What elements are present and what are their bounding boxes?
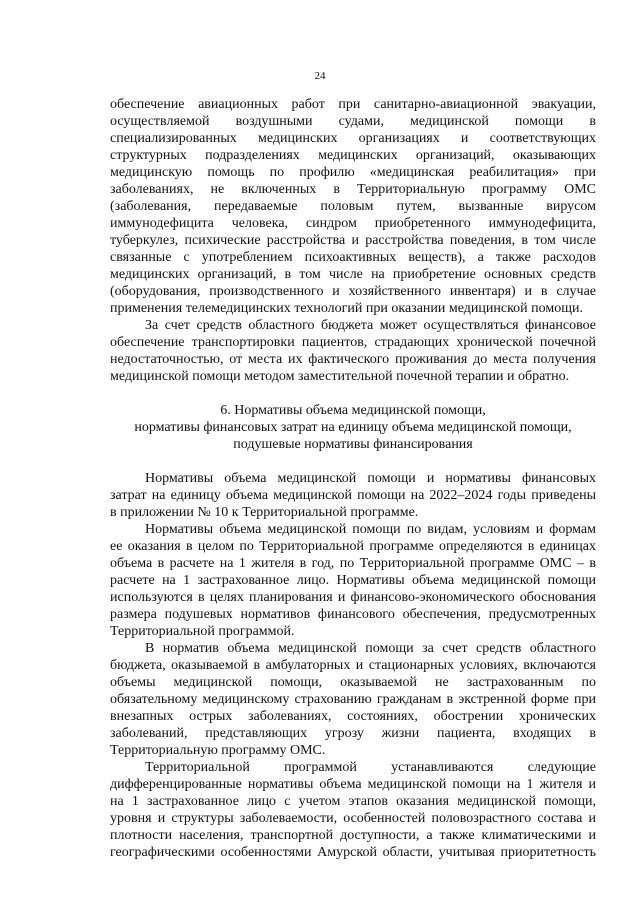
text-line: уровня и структуры заболеваемости, особенностей половозрастного состава и — [110, 811, 596, 826]
text-line: объема в расчете на 1 жителя в год, по Территориальной программе ОМС – в — [110, 556, 596, 571]
text-line: обеспечение авиационных работ при санитарно-авиационной эвакуации, — [110, 97, 596, 112]
text-line: иммунодефицита человека, синдром приобретенного иммунодефицита, — [110, 216, 596, 231]
text-line: За счет средств областного бюджета может осуществляться финансовое — [145, 318, 596, 333]
text-line: бюджета, оказываемой в амбулаторных и стационарных условиях, включаются — [110, 658, 596, 673]
section-heading-line: подушевые нормативы финансирования — [233, 437, 473, 452]
text-line: размера подушевых нормативов финансового обеспечения, предусмотренных — [110, 607, 596, 622]
text-line: Нормативы объема медицинской помощи по видам, условиям и формам — [145, 522, 596, 537]
text-line: объемы медицинской помощи, оказываемой не застрахованным по — [110, 675, 596, 690]
text-line: специализированных медицинских организациях и соответствующих — [110, 131, 596, 146]
text-line: Территориальной программой устанавливаются следующие — [145, 760, 596, 775]
text-line: ее оказания в целом по Территориальной программе определяются в единицах — [110, 539, 596, 554]
text-line: на 1 застрахованное лицо с учетом этапов оказания медицинской помощи, — [110, 794, 596, 809]
text-line: обязательному медицинскому страхованию гражданам в экстренной форме при — [110, 692, 596, 707]
text-line: затрат на единицу объема медицинской помощи на 2022–2024 годы приведены — [110, 488, 596, 503]
text-line: обеспечение транспортировки пациентов, страдающих хронической почечной — [110, 335, 596, 350]
text-line: туберкулез, психические расстройства и расстройства поведения, в том числе — [110, 233, 596, 248]
text-line: в приложении № 10 к Территориальной программе. — [110, 505, 419, 520]
page-number: 24 — [314, 70, 326, 82]
text-line: плотности населения, транспортной доступности, а также климатическими и — [110, 828, 596, 843]
text-line: связанные с употреблением психоактивных веществ), а также расходов — [110, 250, 596, 265]
text-line: Территориальную программу ОМС. — [110, 743, 326, 758]
text-line: Нормативы объема медицинской помощи и нормативы финансовых — [145, 471, 596, 486]
text-line: медицинских организаций, в том числе на приобретение основных средств — [110, 267, 596, 282]
text-line: внезапных острых заболеваниях, состояниях, обострении хронических — [110, 709, 596, 724]
text-line: В норматив объема медицинской помощи за счет средств областного — [145, 641, 596, 656]
text-line: (оборудования, производственного и хозяйственного инвентаря) и в случае — [110, 284, 596, 299]
text-line: (заболевания, передаваемые половым путем, вызванные вирусом — [110, 199, 596, 214]
section-heading-line: нормативы финансовых затрат на единицу объема медицинской помощи, — [134, 420, 572, 435]
text-line: заболеваний, представляющих угрозу жизни пациента, входящих в — [110, 726, 596, 741]
text-line: медицинской помощи методом заместительной почечной терапии и обратно. — [110, 369, 570, 384]
text-line: географическими особенностями Амурской области, учитывая приоритетность — [110, 845, 596, 860]
text-line: Территориальной программой. — [110, 624, 295, 639]
text-line: осуществляемой воздушными судами, медицинской помощи в — [110, 114, 596, 129]
text-line: используются в целях планирования и финансово-экономического обоснования — [110, 590, 596, 605]
text-line: медицинскую помощь по профилю «медицинская реабилитация» при — [110, 165, 596, 180]
text-line: применения телемедицинских технологий при оказании медицинской помощи. — [110, 301, 584, 316]
text-line: заболеваниях, не включенных в Территориальную программу ОМС — [110, 182, 596, 197]
text-line: структурных подразделениях медицинских организаций, оказывающих — [110, 148, 596, 163]
text-line: дифференцированные нормативы объема медицинской помощи на 1 жителя и — [110, 777, 596, 792]
text-line: недостаточностью, от места их фактического проживания до места получения — [110, 352, 596, 367]
text-line: расчете на 1 застрахованное лицо. Нормативы объема медицинской помощи — [110, 573, 596, 588]
section-heading-line: 6. Нормативы объема медицинской помощи, — [220, 403, 486, 418]
